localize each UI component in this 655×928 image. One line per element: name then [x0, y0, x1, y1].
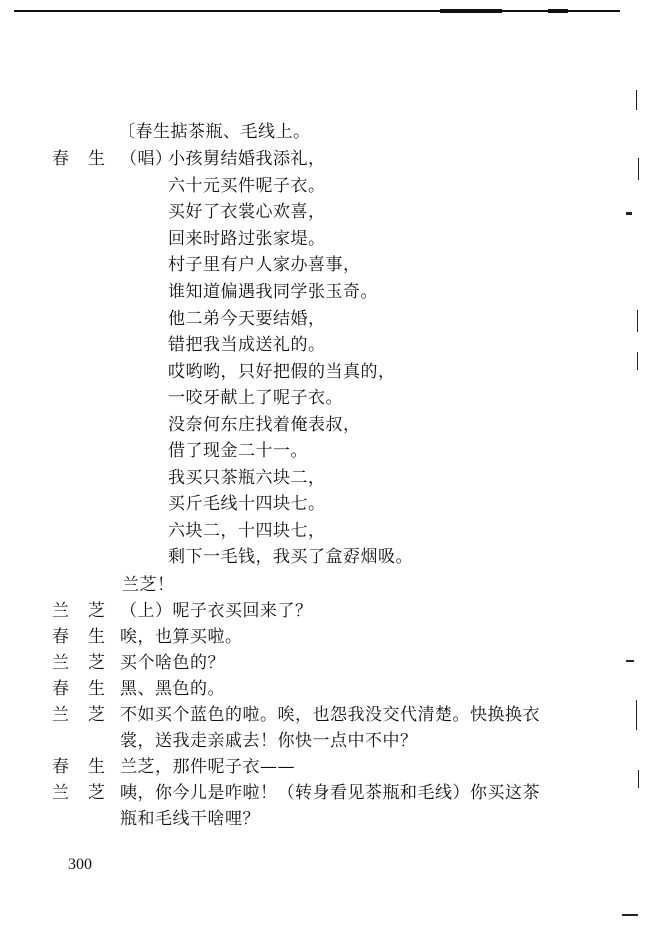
- scan-artifact: [626, 212, 632, 215]
- speaker-char: 春: [52, 757, 69, 777]
- song-call: 兰芝！: [122, 575, 175, 595]
- top-rule: [14, 10, 620, 12]
- dialogue-line: 瓶和毛线干啥哩？: [120, 809, 260, 829]
- dialogue-line: 买个啥色的？: [120, 653, 225, 673]
- speaker-char: 兰: [52, 653, 69, 673]
- song-cue: （唱）: [120, 149, 173, 169]
- song-line: 剩下一毛钱，我买了盒孬烟吸。: [168, 547, 413, 567]
- scan-artifact: [622, 914, 638, 916]
- speaker-char: 芝: [88, 653, 105, 673]
- song-line: 小孩舅结婚我添礼，: [168, 149, 326, 169]
- speaker-char: 芝: [88, 705, 105, 725]
- song-line: 哎哟哟，只好把假的当真的，: [168, 362, 396, 382]
- stage-direction: 〔春生掂茶瓶、毛线上。: [118, 122, 311, 142]
- speaker-char: 兰: [52, 601, 69, 621]
- top-rule-accent: [548, 9, 568, 13]
- dialogue-line: 黑、黑色的。: [120, 679, 225, 699]
- dialogue-line: 不如买个蓝色的啦。唉，也怨我没交代清楚。快换换衣: [120, 705, 540, 725]
- song-line: 一咬牙献上了呢子衣。: [168, 388, 343, 408]
- song-line: 借了现金二十一。: [168, 441, 308, 461]
- speaker-char: 生: [88, 149, 105, 169]
- speaker-char: 生: [88, 627, 105, 647]
- song-line: 买斤毛线十四块七。: [168, 494, 326, 514]
- speaker-char: 芝: [88, 783, 105, 803]
- top-rule-accent: [440, 9, 502, 13]
- scan-artifact: [638, 770, 639, 788]
- speaker-char: 生: [88, 757, 105, 777]
- dialogue-line: 唉，也算买啦。: [120, 627, 243, 647]
- song-line: 错把我当成送礼的。: [168, 335, 326, 355]
- song-line: 六块二，十四块七，: [168, 521, 326, 541]
- song-line: 回来时路过张家堤。: [168, 229, 326, 249]
- dialogue-line: 咦，你今儿是咋啦！（转身看见茶瓶和毛线）你买这茶: [120, 783, 540, 803]
- song-line: 买好了衣裳心欢喜，: [168, 202, 326, 222]
- scan-artifact: [626, 660, 634, 662]
- scan-artifact: [636, 700, 637, 730]
- scan-artifact: [637, 352, 638, 370]
- scan-artifact: [638, 158, 639, 180]
- speaker-char: 春: [52, 627, 69, 647]
- page-number: 300: [68, 856, 92, 873]
- song-line: 村子里有户人家办喜事，: [168, 255, 361, 275]
- dialogue-line: （上）呢子衣买回来了？: [120, 601, 313, 621]
- scan-artifact: [636, 90, 637, 110]
- song-line: 六十元买件呢子衣。: [168, 176, 326, 196]
- speaker-char: 兰: [52, 783, 69, 803]
- scan-artifact: [637, 310, 638, 332]
- song-line: 没奈何东庄找着俺表叔，: [168, 415, 361, 435]
- dialogue-line: 裳，送我走亲戚去！你快一点中不中？: [120, 731, 418, 751]
- speaker-char: 芝: [88, 601, 105, 621]
- song-line: 谁知道偏遇我同学张玉奇。: [168, 282, 378, 302]
- speaker-char: 春: [52, 679, 69, 699]
- song-line: 他二弟今天要结婚，: [168, 309, 326, 329]
- speaker-char: 春: [52, 149, 69, 169]
- speaker-char: 兰: [52, 705, 69, 725]
- dialogue-line: 兰芝，那件呢子衣——: [120, 757, 295, 777]
- song-line: 我买只茶瓶六块二，: [168, 468, 326, 488]
- speaker-char: 生: [88, 679, 105, 699]
